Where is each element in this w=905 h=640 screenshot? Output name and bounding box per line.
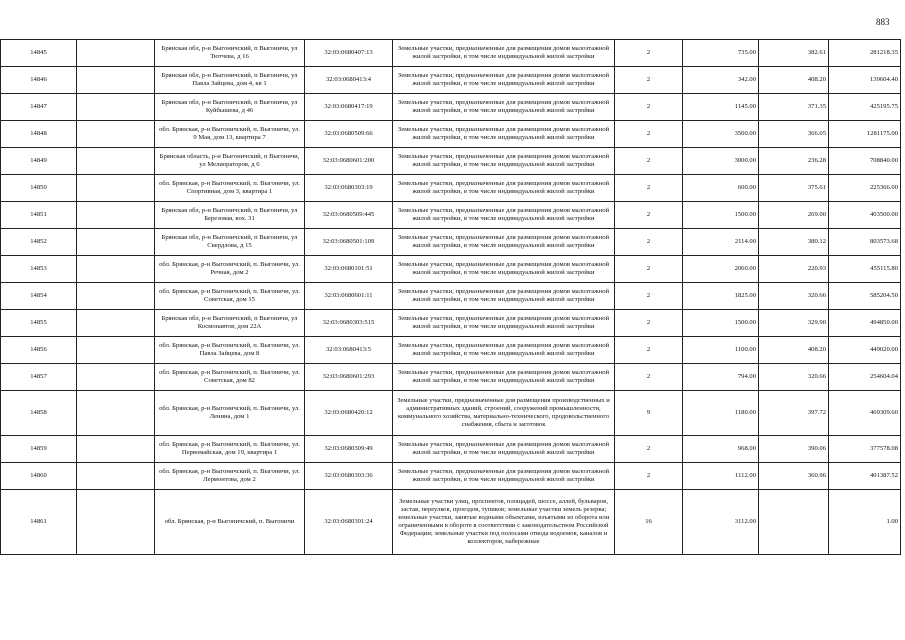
value-cell: 585204.50 bbox=[829, 283, 901, 310]
table-row bbox=[1, 229, 901, 256]
table-row bbox=[1, 94, 901, 121]
value-cell: 225366.00 bbox=[829, 175, 901, 202]
rate-cell: 220.93 bbox=[759, 256, 829, 283]
spacer-cell bbox=[77, 94, 155, 121]
spacer-cell bbox=[77, 337, 155, 364]
value-cell: 449020.00 bbox=[829, 337, 901, 364]
table-body bbox=[1, 40, 901, 555]
land-use-cell: Земельные участки, предназначенные для размещения домов малоэтажной жилой застройки, в том числе индивидуальной жилой застройки bbox=[393, 94, 615, 121]
row-number: 14851 bbox=[1, 202, 77, 229]
rate-cell: 320.66 bbox=[759, 364, 829, 391]
address-cell: обл. Брянская, р-н Выгоничский, п. Выгоничи, ул. 9 Мая, дом 13, квартира 7 bbox=[155, 121, 305, 148]
land-use-cell: Земельные участки, предназначенные для размещения домов малоэтажной жилой застройки, в том числе индивидуальной жилой застройки bbox=[393, 310, 615, 337]
group-cell: 2 bbox=[615, 436, 683, 463]
address-cell: обл. Брянская, р-н Выгоничский, п. Выгоничи, ул. Речная, дом 2 bbox=[155, 256, 305, 283]
cadastral-number-cell: 32:03:0680601:293 bbox=[305, 364, 393, 391]
land-use-cell: Земельные участки, предназначенные для размещения домов малоэтажной жилой застройки, в том числе индивидуальной жилой застройки bbox=[393, 256, 615, 283]
rate-cell: 408.20 bbox=[759, 337, 829, 364]
table-row bbox=[1, 463, 901, 490]
area-cell: 3500.00 bbox=[683, 121, 759, 148]
address-cell: обл. Брянская, р-н Выгоничский, п. Выгоничи, ул. Советская, дом 15 bbox=[155, 283, 305, 310]
row-number: 14846 bbox=[1, 67, 77, 94]
land-use-cell: Земельные участки, предназначенные для размещения производственных и административных зданий, строений, сооружений промышленности, коммунального хозяйства, материально-технического, продовольственного снабжения, сбыта и заготовок bbox=[393, 391, 615, 436]
land-use-cell: Земельные участки, предназначенные для размещения домов малоэтажной жилой застройки, в том числе индивидуальной жилой застройки bbox=[393, 40, 615, 67]
spacer-cell bbox=[77, 283, 155, 310]
value-cell: 803573.68 bbox=[829, 229, 901, 256]
rate-cell: 375.61 bbox=[759, 175, 829, 202]
table-row bbox=[1, 490, 901, 555]
value-cell: 425195.75 bbox=[829, 94, 901, 121]
cadastral-number-cell: 32:03:0680309:49 bbox=[305, 436, 393, 463]
rate-cell: 390.06 bbox=[759, 436, 829, 463]
spacer-cell bbox=[77, 364, 155, 391]
cadastral-number-cell: 32:03:0680509:445 bbox=[305, 202, 393, 229]
value-cell: 708840.00 bbox=[829, 148, 901, 175]
address-cell: обл. Брянская, р-н Выгоничский, п. Выгоничи, ул. Павла Зайцева, дом 8 bbox=[155, 337, 305, 364]
group-cell: 2 bbox=[615, 463, 683, 490]
row-number: 14857 bbox=[1, 364, 77, 391]
rate-cell: 236.28 bbox=[759, 148, 829, 175]
value-cell: 281218.35 bbox=[829, 40, 901, 67]
address-cell: Брянская область, р-н Выгоничский, п Выгоничи, ул Мелиораторов, д 6 bbox=[155, 148, 305, 175]
rate-cell: 360.96 bbox=[759, 463, 829, 490]
spacer-cell bbox=[77, 436, 155, 463]
row-number: 14858 bbox=[1, 391, 77, 436]
group-cell: 2 bbox=[615, 202, 683, 229]
area-cell: 1500.00 bbox=[683, 202, 759, 229]
cadastral-number-cell: 32:03:0680303:515 bbox=[305, 310, 393, 337]
value-cell: 494850.00 bbox=[829, 310, 901, 337]
table-row bbox=[1, 391, 901, 436]
value-cell: 403500.00 bbox=[829, 202, 901, 229]
cadastral-number-cell: 32:03:0680413:4 bbox=[305, 67, 393, 94]
rate-cell: 397.72 bbox=[759, 391, 829, 436]
spacer-cell bbox=[77, 256, 155, 283]
value-cell: 139604.40 bbox=[829, 67, 901, 94]
land-use-cell: Земельные участки, предназначенные для размещения домов малоэтажной жилой застройки, в том числе индивидуальной жилой застройки bbox=[393, 337, 615, 364]
value-cell: 254604.04 bbox=[829, 364, 901, 391]
table-row bbox=[1, 121, 901, 148]
row-number: 14847 bbox=[1, 94, 77, 121]
land-use-cell: Земельные участки, предназначенные для размещения домов малоэтажной жилой застройки, в том числе индивидуальной жилой застройки bbox=[393, 148, 615, 175]
row-number: 14860 bbox=[1, 463, 77, 490]
row-number: 14852 bbox=[1, 229, 77, 256]
row-number: 14861 bbox=[1, 490, 77, 555]
land-use-cell: Земельные участки, предназначенные для размещения домов малоэтажной жилой застройки, в том числе индивидуальной жилой застройки bbox=[393, 121, 615, 148]
cadastral-number-cell: 32:03:0680417:19 bbox=[305, 94, 393, 121]
address-cell: обл. Брянская, р-н Выгоничский, п. Выгоничи, ул. Спортивная, дом 3, квартира 1 bbox=[155, 175, 305, 202]
spacer-cell bbox=[77, 229, 155, 256]
rate-cell: 320.66 bbox=[759, 283, 829, 310]
group-cell: 2 bbox=[615, 175, 683, 202]
spacer-cell bbox=[77, 463, 155, 490]
rate-cell bbox=[759, 490, 829, 555]
spacer-cell bbox=[77, 40, 155, 67]
row-number: 14855 bbox=[1, 310, 77, 337]
land-use-cell: Земельные участки, предназначенные для размещения домов малоэтажной жилой застройки, в том числе индивидуальной жилой застройки bbox=[393, 364, 615, 391]
table-row bbox=[1, 67, 901, 94]
cadastral-number-cell: 32:03:0680509:66 bbox=[305, 121, 393, 148]
rate-cell: 382.61 bbox=[759, 40, 829, 67]
spacer-cell bbox=[77, 391, 155, 436]
row-number: 14850 bbox=[1, 175, 77, 202]
group-cell: 2 bbox=[615, 337, 683, 364]
spacer-cell bbox=[77, 67, 155, 94]
address-cell: Брянская обл, р-н Выгоничский, п Выгоничи, ул Березовая, вох. 31 bbox=[155, 202, 305, 229]
area-cell: 794.00 bbox=[683, 364, 759, 391]
spacer-cell bbox=[77, 490, 155, 555]
value-cell: 455115.80 bbox=[829, 256, 901, 283]
page-number: 883 bbox=[876, 17, 890, 27]
address-cell: Брянская обл, р-н Выгоничский, п Выгоничи, ул Павла Зайцева, дом 4, кв 1 bbox=[155, 67, 305, 94]
group-cell: 9 bbox=[615, 391, 683, 436]
land-use-cell: Земельные участки, предназначенные для размещения домов малоэтажной жилой застройки, в том числе индивидуальной жилой застройки bbox=[393, 202, 615, 229]
cadastral-number-cell: 32:03:0680501:109 bbox=[305, 229, 393, 256]
group-cell: 2 bbox=[615, 229, 683, 256]
address-cell: Брянская обл, р-н Выгоничский, п Выгоничи, ул Куйбышева, д 46 bbox=[155, 94, 305, 121]
row-number: 14845 bbox=[1, 40, 77, 67]
rate-cell: 329.90 bbox=[759, 310, 829, 337]
table-row bbox=[1, 148, 901, 175]
value-cell: 1281175.00 bbox=[829, 121, 901, 148]
area-cell: 2114.00 bbox=[683, 229, 759, 256]
cadastral-number-cell: 32:03:0680601:200 bbox=[305, 148, 393, 175]
land-use-cell: Земельные участки, предназначенные для размещения домов малоэтажной жилой застройки, в том числе индивидуальной жилой застройки bbox=[393, 67, 615, 94]
land-use-cell: Земельные участки, предназначенные для размещения домов малоэтажной жилой застройки, в том числе индивидуальной жилой застройки bbox=[393, 175, 615, 202]
land-use-cell: Земельные участки, предназначенные для размещения домов малоэтажной жилой застройки, в том числе индивидуальной жилой застройки bbox=[393, 283, 615, 310]
spacer-cell bbox=[77, 121, 155, 148]
value-cell: 469309.60 bbox=[829, 391, 901, 436]
area-cell: 1112.00 bbox=[683, 463, 759, 490]
area-cell: 968.00 bbox=[683, 436, 759, 463]
rate-cell: 269.00 bbox=[759, 202, 829, 229]
table-row bbox=[1, 364, 901, 391]
address-cell: обл. Брянская, р-н Выгоничский, п. Выгоничи, ул. Лермонтова, дом 2 bbox=[155, 463, 305, 490]
cadastral-number-cell: 32:03:0680413:5 bbox=[305, 337, 393, 364]
land-use-cell: Земельные участки, предназначенные для размещения домов малоэтажной жилой застройки, в том числе индивидуальной жилой застройки bbox=[393, 436, 615, 463]
cadastral-number-cell: 32:03:0680601:11 bbox=[305, 283, 393, 310]
cadastral-number-cell: 32:03:0680303:19 bbox=[305, 175, 393, 202]
cadastral-value-table bbox=[0, 39, 901, 555]
rate-cell: 366.05 bbox=[759, 121, 829, 148]
area-cell: 1180.00 bbox=[683, 391, 759, 436]
group-cell: 2 bbox=[615, 121, 683, 148]
rate-cell: 371.35 bbox=[759, 94, 829, 121]
table-row bbox=[1, 256, 901, 283]
group-cell: 2 bbox=[615, 256, 683, 283]
area-cell: 3112.00 bbox=[683, 490, 759, 555]
rate-cell: 408.20 bbox=[759, 67, 829, 94]
value-cell: 1.00 bbox=[829, 490, 901, 555]
cadastral-number-cell: 32:03:0680303:36 bbox=[305, 463, 393, 490]
value-cell: 377578.08 bbox=[829, 436, 901, 463]
row-number: 14849 bbox=[1, 148, 77, 175]
row-number: 14854 bbox=[1, 283, 77, 310]
area-cell: 1145.00 bbox=[683, 94, 759, 121]
group-cell: 2 bbox=[615, 148, 683, 175]
land-use-cell: Земельные участки улиц, проспектов, площадей, шоссе, аллей, бульваров, застав, переулков, проездов, тупиков; земельные участки земель резерва; земельные участки, занятые водными объектами, изъятыми из оборота или ограниченными в обороте в соответствии с законодательством Российской Федерации; земельные участки под полосами отвода водоемов, каналов и коллекторов, набережные bbox=[393, 490, 615, 555]
address-cell: обл. Брянская, р-н Выгоничский, п. Выгоничи bbox=[155, 490, 305, 555]
group-cell: 2 bbox=[615, 67, 683, 94]
value-cell: 401387.52 bbox=[829, 463, 901, 490]
area-cell: 1825.00 bbox=[683, 283, 759, 310]
rate-cell: 380.12 bbox=[759, 229, 829, 256]
cadastral-number-cell: 32:03:0680407:13 bbox=[305, 40, 393, 67]
address-cell: обл. Брянская, р-н Выгоничский, п. Выгоничи, ул. Первомайская, дом 19, квартира 1 bbox=[155, 436, 305, 463]
address-cell: Брянская обл, р-н Выгоничский, п Выгоничи, ул Свердлова, д 15 bbox=[155, 229, 305, 256]
area-cell: 3000.00 bbox=[683, 148, 759, 175]
table-row bbox=[1, 283, 901, 310]
area-cell: 1100.00 bbox=[683, 337, 759, 364]
table-row bbox=[1, 175, 901, 202]
row-number: 14853 bbox=[1, 256, 77, 283]
table-row bbox=[1, 436, 901, 463]
cadastral-number-cell: 32:03:0680101:51 bbox=[305, 256, 393, 283]
land-use-cell: Земельные участки, предназначенные для размещения домов малоэтажной жилой застройки, в том числе индивидуальной жилой застройки bbox=[393, 463, 615, 490]
spacer-cell bbox=[77, 202, 155, 229]
address-cell: обл. Брянская, р-н Выгоничский, п. Выгоничи, ул. Ленина, дом 1 bbox=[155, 391, 305, 436]
spacer-cell bbox=[77, 310, 155, 337]
spacer-cell bbox=[77, 148, 155, 175]
area-cell: 600.00 bbox=[683, 175, 759, 202]
table-row bbox=[1, 40, 901, 67]
table-row bbox=[1, 310, 901, 337]
area-cell: 342.00 bbox=[683, 67, 759, 94]
address-cell: обл. Брянская, р-н Выгоничский, п. Выгоничи, ул. Советская, дом 82 bbox=[155, 364, 305, 391]
group-cell: 16 bbox=[615, 490, 683, 555]
group-cell: 2 bbox=[615, 283, 683, 310]
address-cell: Брянская обл, р-н Выгоничский, п Выгоничи, ул Космонавтов, дом 22А bbox=[155, 310, 305, 337]
area-cell: 1500.00 bbox=[683, 310, 759, 337]
spacer-cell bbox=[77, 175, 155, 202]
area-cell: 735.00 bbox=[683, 40, 759, 67]
group-cell: 2 bbox=[615, 310, 683, 337]
row-number: 14856 bbox=[1, 337, 77, 364]
table-row bbox=[1, 202, 901, 229]
table-row bbox=[1, 337, 901, 364]
row-number: 14859 bbox=[1, 436, 77, 463]
area-cell: 2060.00 bbox=[683, 256, 759, 283]
cadastral-number-cell: 32:03:0680420:12 bbox=[305, 391, 393, 436]
address-cell: Брянская обл, р-н Выгоничский, п Выгоничи, ул Тютчева, д 16 bbox=[155, 40, 305, 67]
cadastral-number-cell: 32:03:0680301:24 bbox=[305, 490, 393, 555]
land-use-cell: Земельные участки, предназначенные для размещения домов малоэтажной жилой застройки, в том числе индивидуальной жилой застройки bbox=[393, 229, 615, 256]
group-cell: 2 bbox=[615, 364, 683, 391]
group-cell: 2 bbox=[615, 40, 683, 67]
group-cell: 2 bbox=[615, 94, 683, 121]
row-number: 14848 bbox=[1, 121, 77, 148]
